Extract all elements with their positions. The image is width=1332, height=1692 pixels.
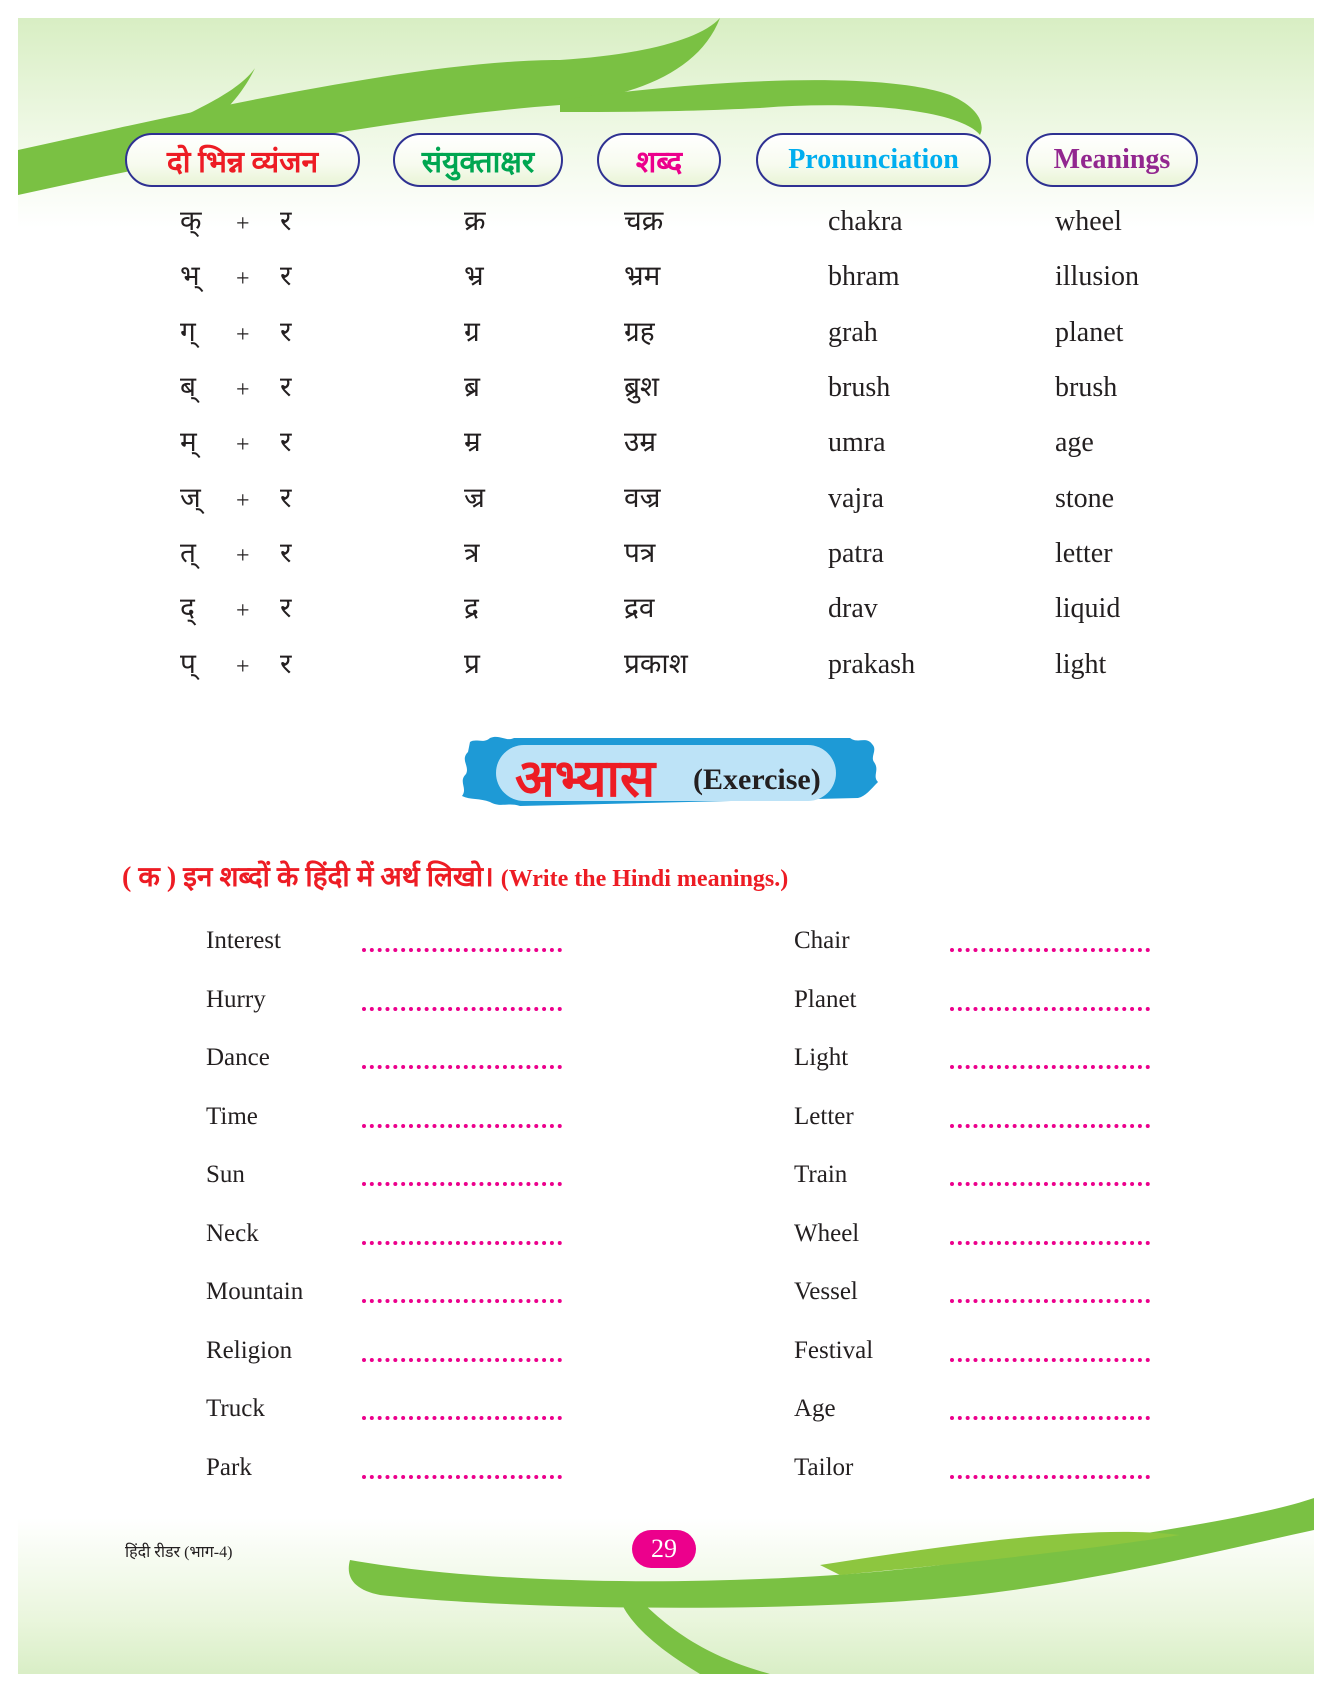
row-8-meaning: liquid [1055,593,1121,624]
row-7-consonant-1: त् [180,538,196,569]
answer-blank-left-8[interactable] [362,1354,562,1362]
row-4-consonant-1: ब् [180,372,196,403]
header-pronunciation [756,133,991,187]
header-meanings [1026,133,1198,187]
word-left-7: Mountain [206,1278,304,1305]
row-2-consonant-2: र [280,261,292,292]
row-1-consonant-1: क् [180,206,202,237]
answer-blank-right-2[interactable] [950,1003,1150,1011]
row-4-conjunct: ब्र [464,372,480,403]
row-9-pronunciation: prakash [828,649,916,680]
row-6-pronunciation: vajra [828,483,884,514]
row-4-word: ब्रुश [624,372,660,403]
word-right-9: Age [794,1395,836,1422]
word-right-10: Tailor [794,1454,854,1481]
row-9-word: प्रकाश [624,649,688,680]
row-6-consonant-1: ज् [180,483,201,514]
word-left-8: Religion [206,1337,293,1364]
instruction-english: (Write the Hindi meanings.) [500,866,789,892]
footer-book-title: हिंदी रीडर (भाग-4) [125,1544,233,1561]
word-left-5: Sun [206,1161,245,1188]
row-3-plus: + [236,322,250,348]
row-6-plus: + [236,488,250,514]
word-right-1: Chair [794,927,850,954]
word-right-2: Planet [794,986,857,1013]
row-3-meaning: planet [1055,317,1124,348]
page-number: 29 [651,1534,677,1563]
row-3-conjunct: ग्र [464,317,480,348]
row-7-conjunct: त्र [464,538,480,569]
row-2-meaning: illusion [1055,261,1140,292]
row-8-consonant-1: द् [180,593,195,624]
row-9-consonant-1: प् [180,649,196,680]
row-9-meaning: light [1055,649,1107,680]
header-consonants-label: दो भिन्न व्यंजन [166,145,319,179]
answer-blank-right-9[interactable] [950,1412,1150,1420]
row-7-meaning: letter [1055,538,1113,569]
word-left-4: Time [206,1103,258,1130]
answer-blank-left-2[interactable] [362,1003,562,1011]
row-6-meaning: stone [1055,483,1115,514]
row-2-word: भ्रम [624,261,661,292]
answer-blank-left-3[interactable] [362,1061,562,1069]
instruction-hindi: ( क ) इन शब्दों के हिंदी में अर्थ लिखो। [122,862,494,893]
answer-blank-right-10[interactable] [950,1471,1150,1479]
row-8-plus: + [236,598,250,624]
row-5-consonant-1: म् [180,427,197,458]
answer-blank-right-7[interactable] [950,1295,1150,1303]
word-right-3: Light [794,1044,849,1071]
row-8-consonant-2: र [280,593,292,624]
word-right-8: Festival [794,1337,874,1364]
row-3-word: ग्रह [624,317,655,348]
header-conjunct-label: संयुक्ताक्षर [421,145,535,179]
row-6-consonant-2: र [280,483,292,514]
row-2-consonant-1: भ् [180,261,200,292]
row-4-meaning: brush [1055,372,1118,403]
exercise-instruction [122,860,788,897]
word-right-7: Vessel [794,1278,858,1305]
row-2-pronunciation: bhram [828,261,900,292]
row-7-consonant-2: र [280,538,292,569]
answer-blank-right-4[interactable] [950,1120,1150,1128]
header-word-label: शब्द [635,145,683,179]
word-left-3: Dance [206,1044,270,1071]
answer-blank-left-9[interactable] [362,1412,562,1420]
row-5-plus: + [236,432,250,458]
row-6-word: वज्र [624,483,661,514]
word-left-10: Park [206,1454,252,1481]
word-left-9: Truck [206,1395,265,1422]
row-3-consonant-2: र [280,317,292,348]
exercise-title-hindi: अभ्यास [515,751,656,808]
row-8-pronunciation: drav [828,593,878,624]
word-left-2: Hurry [206,986,266,1013]
word-left-6: Neck [206,1220,259,1247]
row-1-conjunct: क्र [464,206,486,237]
row-1-meaning: wheel [1055,206,1122,237]
row-2-conjunct: भ्र [464,261,484,292]
answer-blank-right-1[interactable] [950,944,1150,952]
header-word [597,133,721,187]
word-left-1: Interest [206,927,281,954]
row-8-word: द्रव [624,593,655,624]
header-consonants [125,133,360,187]
row-1-pronunciation: chakra [828,206,903,237]
row-7-word: पत्र [624,538,656,569]
row-7-pronunciation: patra [828,538,884,569]
row-3-consonant-1: ग् [180,317,196,348]
header-conjunct [393,133,563,187]
word-right-6: Wheel [794,1220,860,1247]
row-9-plus: + [236,654,250,680]
header-pronunciation-label: Pronunciation [788,144,959,175]
answer-blank-left-1[interactable] [362,944,562,952]
answer-blank-left-4[interactable] [362,1120,562,1128]
row-1-consonant-2: र [280,206,292,237]
page-number-badge [632,1530,696,1568]
row-9-conjunct: प्र [464,649,480,680]
row-4-plus: + [236,377,250,403]
word-right-5: Train [794,1161,848,1188]
answer-blank-right-6[interactable] [950,1237,1150,1245]
row-4-consonant-2: र [280,372,292,403]
row-5-meaning: age [1055,427,1094,458]
row-5-pronunciation: umra [828,427,886,458]
answer-blank-left-6[interactable] [362,1237,562,1245]
answer-blank-left-7[interactable] [362,1295,562,1303]
word-right-4: Letter [794,1103,854,1130]
row-7-plus: + [236,543,250,569]
row-3-pronunciation: grah [828,317,878,348]
row-2-plus: + [236,266,250,292]
row-5-conjunct: म्र [464,427,481,458]
exercise-title-english: (Exercise) [693,763,821,796]
header-meanings-label: Meanings [1053,144,1171,175]
row-5-consonant-2: र [280,427,292,458]
answer-blank-right-5[interactable] [950,1178,1150,1186]
row-6-conjunct: ज्र [464,483,485,514]
row-9-consonant-2: र [280,649,292,680]
answer-blank-right-3[interactable] [950,1061,1150,1069]
answer-blank-right-8[interactable] [950,1354,1150,1362]
answer-blank-left-5[interactable] [362,1178,562,1186]
row-4-pronunciation: brush [828,372,891,403]
answer-blank-left-10[interactable] [362,1471,562,1479]
row-8-conjunct: द्र [464,593,479,624]
row-1-word: चक्र [624,206,664,237]
row-5-word: उम्र [624,427,657,458]
row-1-plus: + [236,211,250,237]
